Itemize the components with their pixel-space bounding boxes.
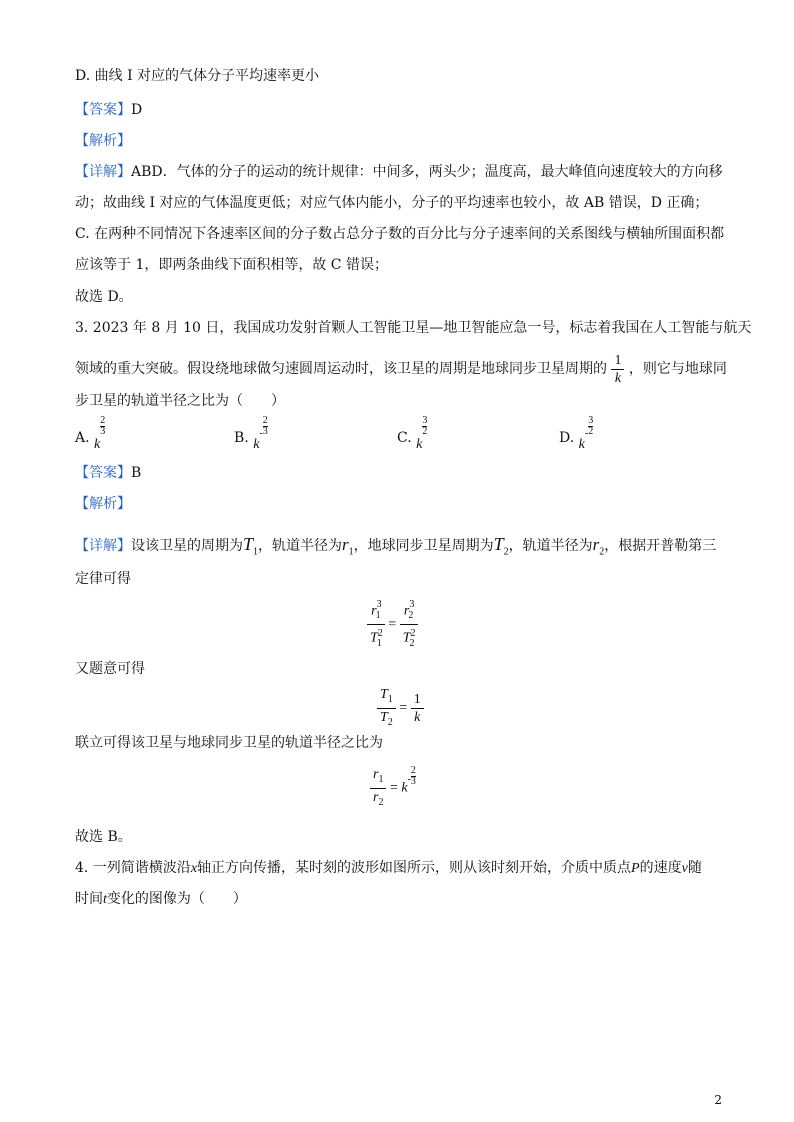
option-b-exp-den: 3 [262,426,268,437]
detail-line-1 [75,162,723,182]
option-a-label: A. [75,430,90,446]
eq3-left-frac [370,766,386,811]
eq1-left-frac [367,598,385,652]
detail-line-8: 联立可得该卫星与地球同步卫星的轨道半径之比为 [75,735,383,751]
question-4-line-2 [75,889,247,910]
eq2-left-den: $T_2$ [380,709,393,728]
analysis-label-2: 【解析】 [75,496,131,512]
option-d-minus: - [584,428,589,439]
option-b-minus: - [259,428,263,439]
equation-kepler [367,598,418,652]
option-c [397,415,428,452]
option-a-exp-num: 2 [100,415,106,426]
equation-radius-ratio [370,766,416,811]
option-b-exp-num: 2 [262,415,268,426]
detail-line-7: 又题意可得 [75,661,145,677]
eq1-left-num: $r^3_1$ [367,598,385,625]
eq3-exponent: $\frac{2}{3}$ [410,764,416,787]
option-c-label: C. [397,430,412,446]
q4-text-d: 随 [687,860,702,876]
q4-text-f: 变化的图像为（ ） [106,891,247,907]
q4-v-symbol: v [681,861,688,876]
T1-symbol [243,534,259,558]
option-a-base: k [94,437,101,452]
q4-text-b: 轴正方向传播，某时刻的波形如图所示，则从该时刻开始，介质中质点 [197,860,632,876]
q4-text-c: 的速度 [639,860,682,876]
eq3-minus: - [407,773,411,785]
r1-symbol [342,535,354,558]
q3-text-b: ，则它与地球同 [628,361,727,377]
q4-text-a: 4. 一列简谐横波沿 [75,860,191,876]
conclusion-line-2: 故选 B。 [75,829,132,845]
eq1-left-den: $T^2_1$ [370,628,383,649]
option-b [234,415,268,452]
detail-label-2: 【详解】 [75,538,131,554]
answer-value: D [131,102,143,118]
option-a [75,415,106,452]
detail-text-c: ，地球同步卫星周期为 [353,538,494,554]
eq1-right-frac [400,598,418,652]
detail-line-4: 应该等于 1，即两条曲线下面积相等，故 C 错误； [75,257,388,273]
option-d-base: k [578,437,585,452]
eq1-right-num: $r^3_2$ [400,598,418,625]
r2-base: r [592,535,600,554]
eq2-right-frac [411,691,424,726]
frac-den: k [614,370,622,386]
r1-base: r [342,535,349,554]
T1-sub: 1 [253,546,259,558]
option-c-exp-num: 3 [422,415,428,426]
q4-x-symbol: x [190,861,198,876]
T2-symbol [493,534,509,558]
answer-value-2: B [131,465,142,481]
option-b-label: B. [234,430,249,446]
T2-sub: 2 [503,546,509,558]
q4-P-symbol: P [631,861,640,876]
fraction-one-over-k [611,352,624,387]
answer-label-2: 【答案】 [75,465,131,481]
question-3-line-1: 3. 2023 年 8 月 10 日，我国成功发射首颗人工智能卫星—地卫智能应急一号，标志着我国在人工智能与航天 [75,320,752,336]
option-d [559,415,594,452]
option-b-base: k [253,437,260,452]
detail-line-3: C. 在两种不同情况下各速率区间的分子数占总分子数的百分比与分子速率间的关系图线与横轴所围面积都 [75,226,725,242]
question-3-line-3: 步卫星的轨道半径之比为（ ） [75,393,285,409]
eq3-left-den: $r_2$ [373,789,384,808]
eq3-equals: = [389,780,398,796]
conclusion-line-1: 故选 D。 [75,289,133,305]
detail-text-b: ，轨道半径为 [258,538,343,554]
eq3-base: k [401,780,408,796]
answer-label: 【答案】 [75,102,131,118]
detail-text-e: ，根据开普勒第三 [604,538,717,554]
r2-sub: 2 [599,546,605,558]
q4-text-e: 时间 [75,891,103,907]
detail-text: ABD．气体的分子的运动的统计规律：中间多，两头少；温度高，最大峰值向速度较大的方向移 [131,164,723,180]
question-3-line-2 [75,349,727,389]
equation-period-ratio [377,686,424,731]
frac-num: 1 [611,352,624,370]
option-c-base: k [416,437,423,452]
option-c-exp-den: 2 [422,426,428,437]
detail-text-a: 设该卫星的周期为 [131,538,243,554]
T1-base: T [243,534,254,554]
option-a-exp-den: 3 [100,426,106,437]
detail-line-2: 动；故曲线 I 对应的气体温度更低；对应气体内能小，分子的平均速率也较小，故 AB 错误，D 正确； [75,195,709,211]
detail-line-5 [75,530,716,558]
eq2-left-num: $T_1$ [377,686,396,709]
detail-text-d: ，轨道半径为 [508,538,593,554]
eq2-right-num: 1 [411,691,424,709]
r2-symbol [592,535,605,558]
option-d-exp-num: 3 [588,415,594,426]
answer-line-1 [75,100,142,120]
eq1-equals: = [388,617,397,633]
detail-label: 【详解】 [75,164,131,180]
option-d-text: D. 曲线 I 对应的气体分子平均速率更小 [75,68,320,84]
question-4-line-1 [75,858,702,879]
q3-text-a: 领域的重大突破。假设绕地球做匀速圆周运动时，该卫星的周期是地球同步卫星周期的 [75,361,607,377]
eq2-equals: = [399,700,408,716]
T2-base: T [493,534,504,554]
detail-line-6: 定律可得 [75,571,131,587]
eq3-left-num: $r_1$ [370,766,386,789]
option-d-label: D. [559,430,575,446]
q4-t-symbol: t [103,892,107,907]
eq2-left-frac [377,686,396,731]
eq2-right-den: k [414,709,421,725]
eq1-right-den: $T^2_2$ [402,628,416,649]
analysis-label-1: 【解析】 [75,133,131,149]
option-d-exp-den: 2 [588,426,594,437]
r1-sub: 1 [348,546,354,558]
answer-line-2 [75,463,141,483]
page-number: 2 [714,1093,722,1107]
